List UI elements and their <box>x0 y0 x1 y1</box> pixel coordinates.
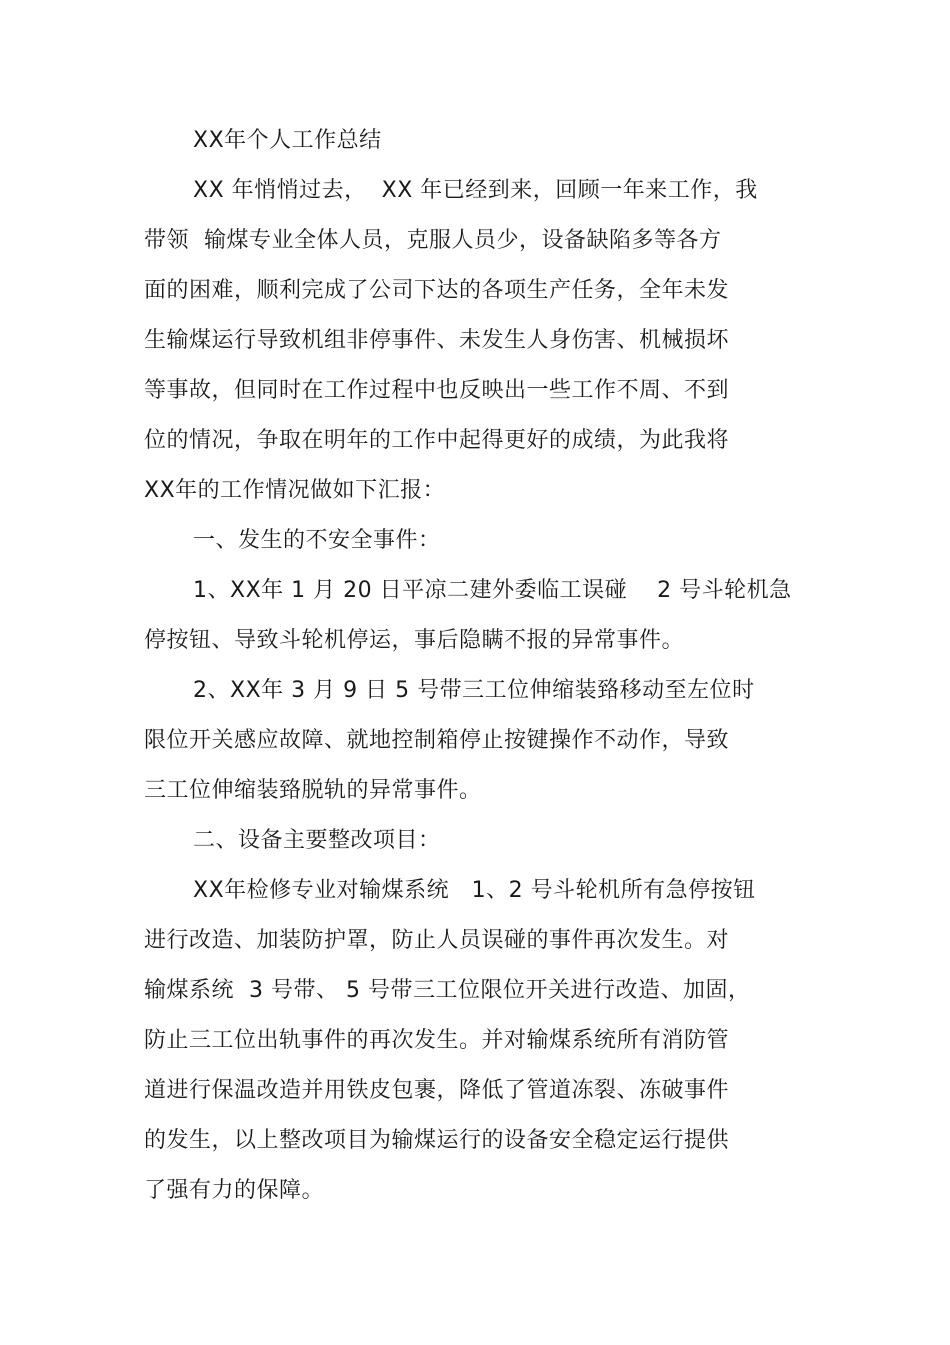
paragraph-line: 面的困难，顺利完成了公司下达的各项生产任务，全年未发 <box>144 278 730 303</box>
paragraph-line: 防止三工位出轨事件的再次发生。并对输煤系统所有消防管 <box>144 1028 730 1053</box>
section-heading: 二、设备主要整改项目： <box>193 828 441 853</box>
paragraph-line: 了强有力的保障。 <box>144 1178 325 1203</box>
paragraph-line: 位的情况，争取在明年的工作中起得更好的成绩，为此我将 <box>144 428 730 453</box>
paragraph-line: 带领 输煤专业全体人员，克服人员少，设备缺陷多等各方 <box>144 228 722 253</box>
paragraph-line: 道进行保温改造并用铁皮包裹，降低了管道冻裂、冻破事件 <box>144 1078 730 1103</box>
document-title: XX年个人工作总结 <box>193 128 382 153</box>
paragraph-line: 2、XX年 3 月 9 日 5 号带三工位伸缩装臵移动至左位时 <box>193 678 755 703</box>
paragraph-line: 三工位伸缩装臵脱轨的异常事件。 <box>144 778 482 803</box>
paragraph-line: 等事故，但同时在工作过程中也反映出一些工作不周、不到 <box>144 378 730 403</box>
paragraph-line: 输煤系统 3 号带、 5 号带三工位限位开关进行改造、加固， <box>144 978 751 1003</box>
paragraph-line: 生输煤运行导致机组非停事件、未发生人身伤害、机械损坏 <box>144 328 730 353</box>
paragraph-line: XX年的工作情况做如下汇报： <box>144 478 446 503</box>
paragraph-line: XX年检修专业对输煤系统 1、2 号斗轮机所有急停按钮 <box>193 878 756 903</box>
paragraph-line: 的发生，以上整改项目为输煤运行的设备安全稳定运行提供 <box>144 1128 730 1153</box>
paragraph-line: 停按钮、导致斗轮机停运，事后隐瞒不报的异常事件。 <box>144 628 685 653</box>
paragraph-line: 1、XX年 1 月 20 日平凉二建外委临工误碰 2 号斗轮机急 <box>193 578 792 603</box>
section-heading: 一、发生的不安全事件： <box>193 528 441 553</box>
paragraph-line: 限位开关感应故障、就地控制箱停止按键操作不动作，导致 <box>144 728 730 753</box>
paragraph-line: 进行改造、加装防护罩，防止人员误碰的事件再次发生。对 <box>144 928 730 953</box>
paragraph-line: XX 年悄悄过去， XX 年已经到来，回顾一年来工作，我 <box>193 178 758 203</box>
